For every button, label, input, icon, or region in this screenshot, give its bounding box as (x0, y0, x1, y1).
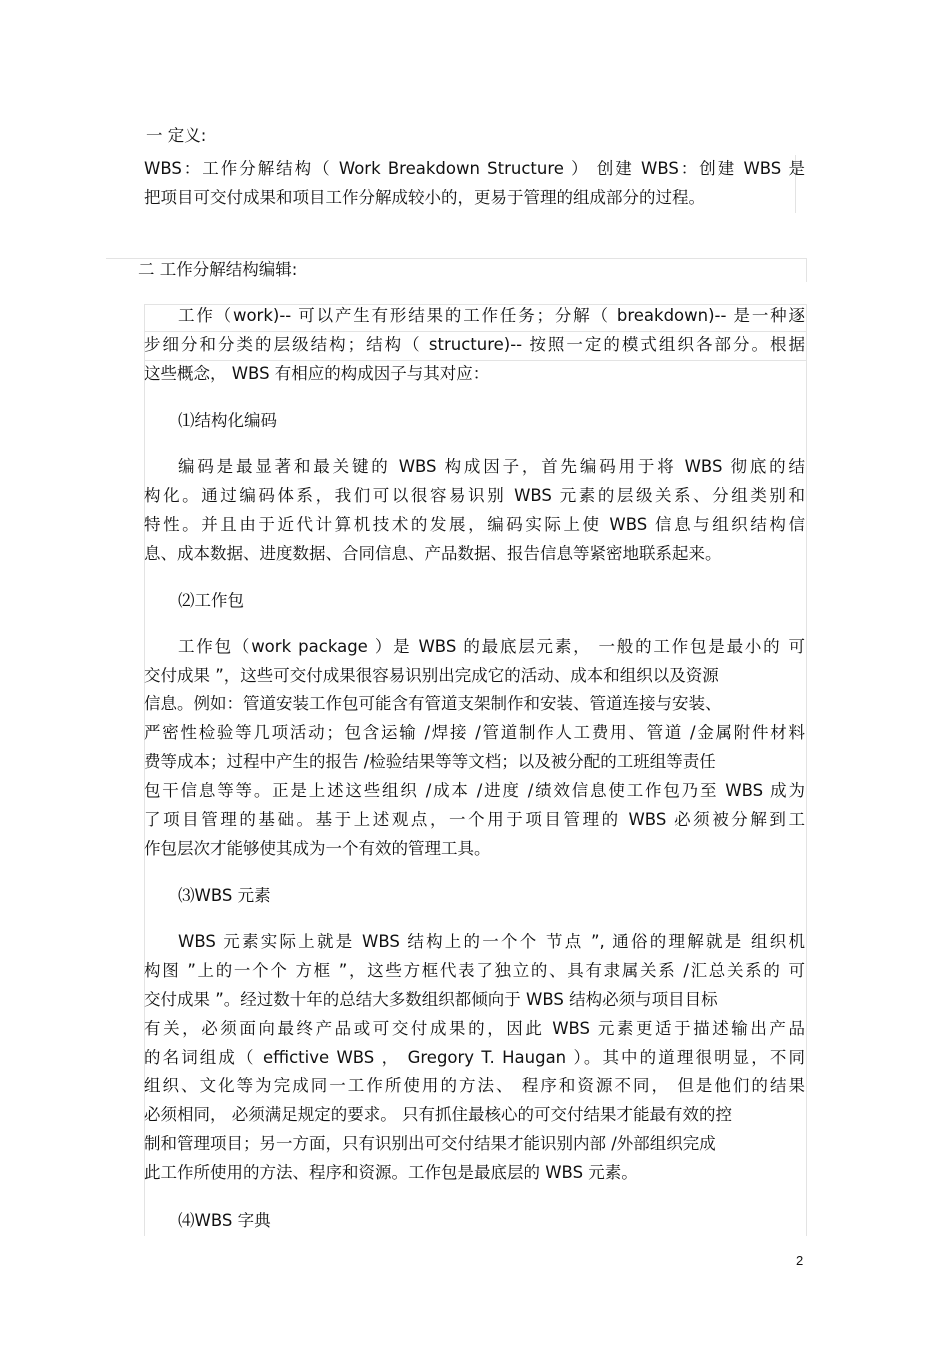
item3-line: 有关，必须面向最终产品或可交付成果的，因此 WBS 元素更适于描述输出产品 (144, 1019, 805, 1038)
item2-line: 信息。例如：管道安装工作包可能含有管道支架制作和安装、管道连接与安装、 (144, 694, 722, 713)
frame-line (806, 258, 807, 282)
section2-intro-line: 工作（work)-- 可以产生有形结果的工作任务；分解（ breakdown)-- 是一种逐 (178, 306, 805, 325)
item3-line: 必须相同， 必须满足规定的要求。 只有抓住最核心的可交付结果才能最有效的控 (144, 1105, 732, 1124)
item3-heading: ⑶WBS 元素 (178, 886, 271, 905)
item3-line: 此工作所使用的方法、程序和资源。工作包是最底层的 WBS 元素。 (144, 1163, 638, 1182)
item4-heading: ⑷WBS 字典 (178, 1211, 271, 1230)
item2-line: 作包层次才能够使其成为一个有效的管理工具。 (144, 839, 491, 858)
section2-heading: 二 工作分解结构编辑: (138, 260, 298, 279)
frame-line (144, 360, 806, 361)
section1-line: WBS：工作分解结构（ Work Breakdown Structure ） 创建 WBS：创建 WBS 是 (144, 159, 805, 178)
section2-intro-line: 这些概念， WBS 有相应的构成因子与其对应： (144, 364, 490, 383)
frame-line (106, 258, 806, 259)
item3-line: 制和管理项目；另一方面，只有识别出可交付结果才能识别内部 /外部组织完成 (144, 1134, 716, 1153)
section2-intro-line: 步细分和分类的层级结构；结构（ structure)-- 按照一定的模式组织各部分。根据 (144, 335, 805, 354)
frame-line (806, 304, 807, 1236)
item3-line: WBS 元素实际上就是 WBS 结构上的一个个 节点 ”, 通俗的理解就是 组织机 (178, 932, 805, 951)
section1-heading: 一 定义: (146, 126, 207, 145)
item3-line: 交付成果 ”。经过数十年的总结大多数组织都倾向于 WBS 结构必须与项目目标 (144, 990, 718, 1009)
item2-line: 严密性检验等几项活动；包含运输 /焊接 /管道制作人工费用、管道 /金属附件材料 (144, 723, 805, 742)
item2-line: 工作包（work package ）是 WBS 的最底层元素， 一般的工作包是最小的 可 (178, 637, 805, 656)
section1-line: 把项目可交付成果和项目工作分解成较小的，更易于管理的组成部分的过程。 (144, 188, 705, 207)
item3-line: 构图 ”上的一个个 方框 ”，这些方框代表了独立的、具有隶属关系 /汇总关系的 可 (144, 961, 805, 980)
item1-line: 息、成本数据、进度数据、合同信息、产品数据、报告信息等紧密地联系起来。 (144, 544, 722, 563)
item1-heading: ⑴结构化编码 (178, 411, 277, 430)
item1-line: 编码是最显著和最关键的 WBS 构成因子，首先编码用于将 WBS 彻底的结 (178, 457, 805, 476)
item2-line: 包干信息等等。正是上述这些组织 /成本 /进度 /绩效信息使工作包乃至 WBS 成为 (144, 781, 805, 800)
item2-line: 交付成果 ”，这些可交付成果很容易识别出完成它的活动、成本和组织以及资源 (144, 666, 719, 685)
frame-line (144, 304, 806, 305)
frame-line (144, 331, 806, 332)
page-number: 2 (796, 1253, 804, 1268)
item1-line: 特性。并且由于近代计算机技术的发展，编码实际上使 WBS 信息与组织结构信 (144, 515, 805, 534)
item1-line: 构化。通过编码体系，我们可以很容易识别 WBS 元素的层级关系、分组类别和 (144, 486, 805, 505)
item3-line: 组织、文化等为完成同一工作所使用的方法、 程序和资源不同， 但是他们的结果 (144, 1076, 805, 1095)
item2-line: 费等成本；过程中产生的报告 /检验结果等等文档；以及被分配的工班组等责任 (144, 752, 716, 771)
item3-line: 的名词组成（ effictive WBS ， Gregory T. Haugan ）。其中的道理很明显，不同 (144, 1048, 805, 1067)
item2-heading: ⑵工作包 (178, 591, 244, 610)
item2-line: 了项目管理的基础。基于上述观点，一个用于项目管理的 WBS 必须被分解到工 (144, 810, 805, 829)
